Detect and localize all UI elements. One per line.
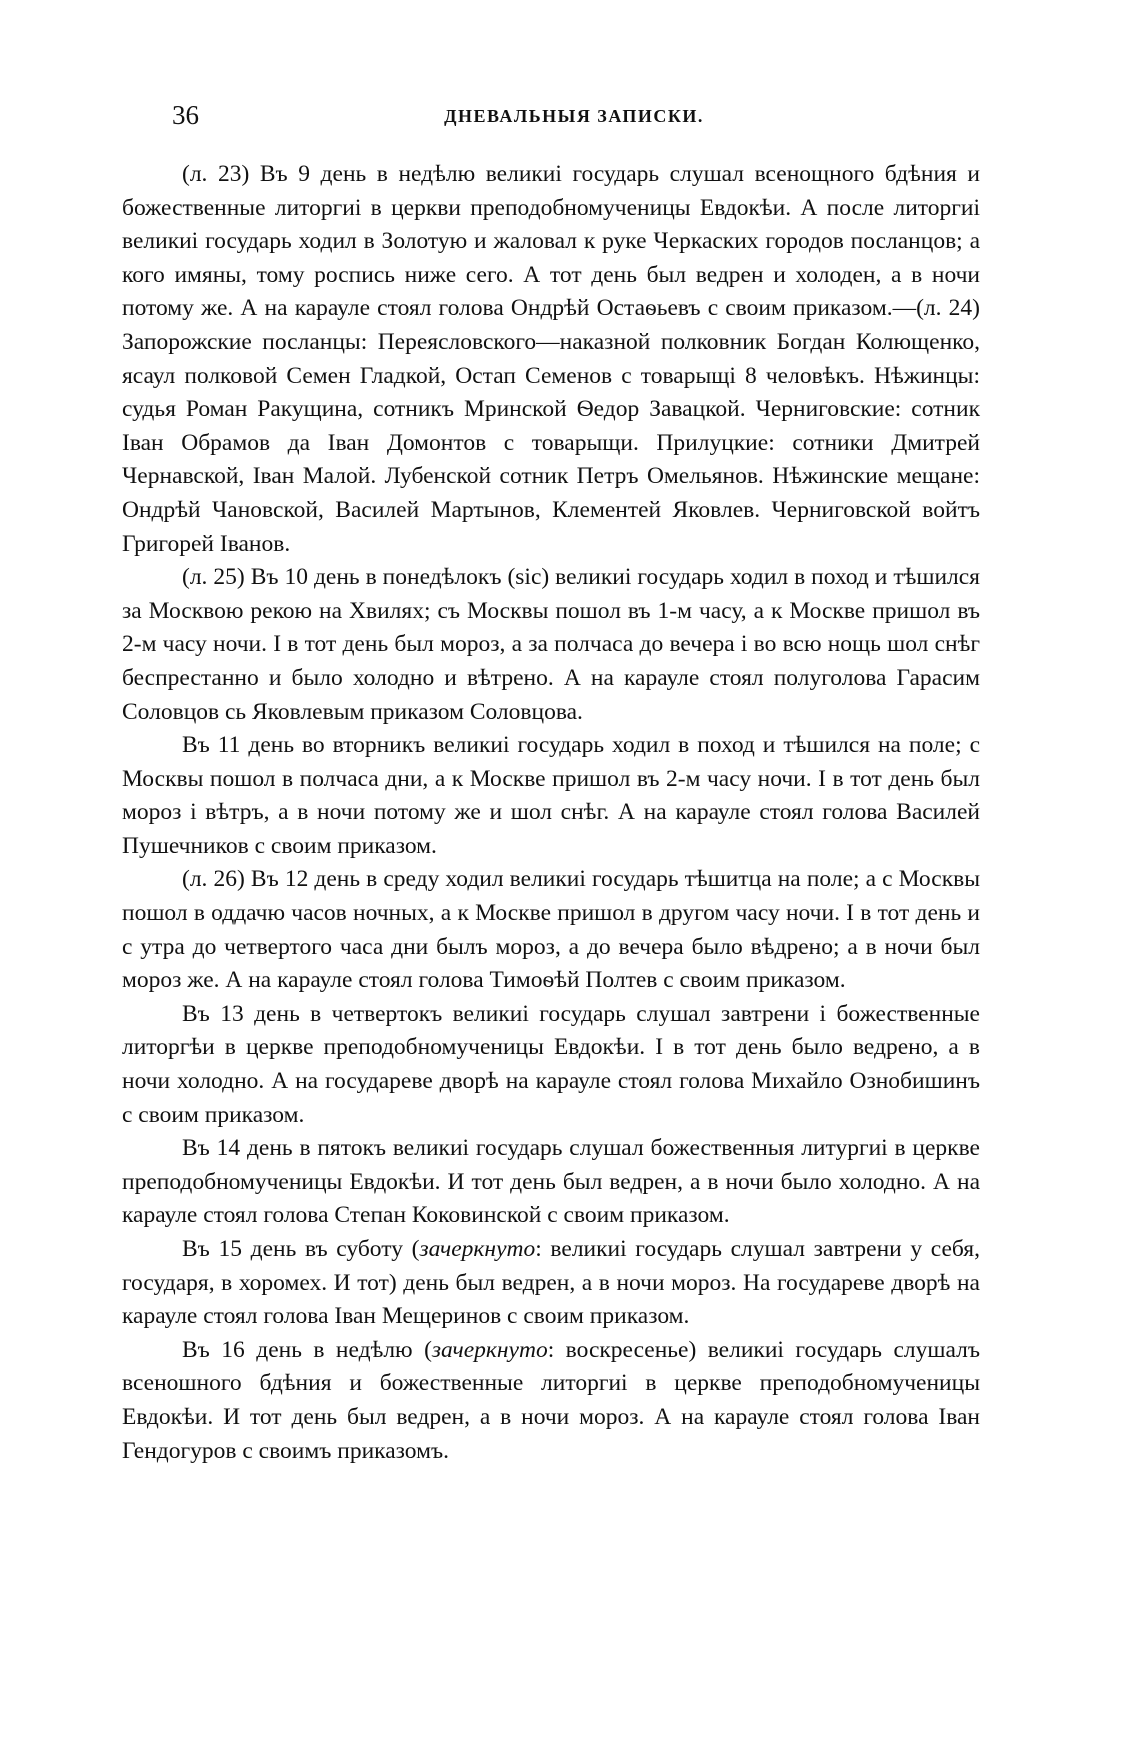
paragraph <box>122 729 980 863</box>
paragraph <box>122 561 980 729</box>
paragraph <box>122 1233 980 1334</box>
body-text <box>122 158 980 1468</box>
editorial-note: зачеркнуто <box>431 1336 548 1363</box>
editorial-note: зачеркнуто <box>419 1236 536 1262</box>
text-span: Въ 15 день въ суботу ( <box>182 1236 420 1262</box>
paragraph <box>122 158 980 561</box>
text-span: : великиі государь слушал завтрени у себя, государя, в хоромех. И тот) день был ведрен, а в ночи мороз. На государеве дворѣ на карауле стоял голова Іван Мещеринов с своим приказом. <box>122 1236 980 1330</box>
paragraph <box>122 1132 980 1233</box>
paragraph <box>122 1334 980 1468</box>
text-span: : воскресенье) великиі государь слушалъ всеношного бдѣния и божественные литоргиі в церкве преподобномученицы Евдокѣи. И тот день был ведрен, а в ночи мороз. А на карауле стоял голова Іван Гендогуров с своимъ приказомъ. <box>122 1336 980 1464</box>
text-span: Въ 14 день в пятокъ великиі государь слушал божественныя литургиі в церкве преподобномученицы Евдокѣи. И тот день был ведрен, а в ночи было холодно. А на карауле стоял голова Степан Коковинской с своим приказом. <box>122 1135 980 1229</box>
text-span: Въ 13 день в четвертокъ великиі государь слушал завтрени і божественные литоргѣи в церкве преподобномученицы Евдокѣи. І в тот день было ведрено, а в ночи холодно. А на государеве дворѣ на карауле стоял голова Михайло Ознобишинъ с своим приказом. <box>122 1000 980 1128</box>
page-header <box>172 100 976 140</box>
text-span: (л. 25) Въ 10 день в понедѣлокъ (sic) великиі государь ходил в поход и тѣшился за Москвою рекою на Хвилях; съ Москвы пошол въ 1-м часу, а к Москве пришол въ 2-м часу ночи. І в тот день был мороз, а за полчаса до вечера і во всю нощь шол снѣг беспрестанно и было холодно и вѣтрено. А на карауле стоял полуголова Гарасим Соловцов сь Яковлевым приказом Соловцова. <box>122 564 980 725</box>
text-span: (л. 26) Въ 12 день в среду ходил великиі государь тѣшитца на поле; а с Москвы пошол в оддачю часов ночных, а к Москве пришол в другом часу ночи. І в тот день и с утра до четвертого часа дни былъ мороз, а до вечера было вѣдрено; а в ночи был мороз же. А на карауле стоял голова Тимоѳѣй Полтев с своим приказом. <box>122 866 980 994</box>
running-head: ДНЕВАЛЬНЫЯ ЗАПИСКИ. <box>444 106 704 126</box>
text-span: Въ 16 день в недѣлю ( <box>182 1336 432 1363</box>
text-span: Въ 11 день во вторникъ великиі государь ходил в поход и тѣшился на поле; с Москвы пошол в полчаса дни, а к Москве пришол въ 2-м часу ночи. І в тот день был мороз і вѣтръ, а в ночи потому же и шол снѣг. А на карауле стоял голова Василей Пушечников с своим приказом. <box>122 732 980 859</box>
paragraph <box>122 863 980 997</box>
page-number: 36 <box>172 100 199 130</box>
text-span: (л. 23) Въ 9 день в недѣлю великиі государь слушал всенощного бдѣния и божественные литоргиі в церкви преподобномученицы Евдокѣи. А после литоргиі великиі государь ходил в Золотую и жаловал к руке Черкаских городов посланцов; а кого имяны, тому роспись ниже сего. А тот день был ведрен и холоден, а в ночи потому же. А на карауле стоял голова Ондрѣй Остаѳьевъ с своим приказом.—(л. 24) Запорожские посланцы: Переясловского—наказной полковник Богдан Колющенко, ясаул полковой Семен Гладкой, Остап Семенов с товарыщі 8 человѣкъ. Нѣжинцы: судья Роман Ракущина, сотникъ Мринской Ѳедор Завацкой. Черниговские: сотник Іван Обрамов да Іван Домонтов с товарыщи. Прилуцкие: сотники Дмитрей Чернавской, Іван Малой. Лубенской сотник Петръ Омельянов. Нѣжинские мещане: Ондрѣй Чановской, Василей Мартынов, Клементей Яковлев. Черниговской войтъ Григорей Іванов. <box>122 161 980 557</box>
paragraph <box>122 998 980 1132</box>
